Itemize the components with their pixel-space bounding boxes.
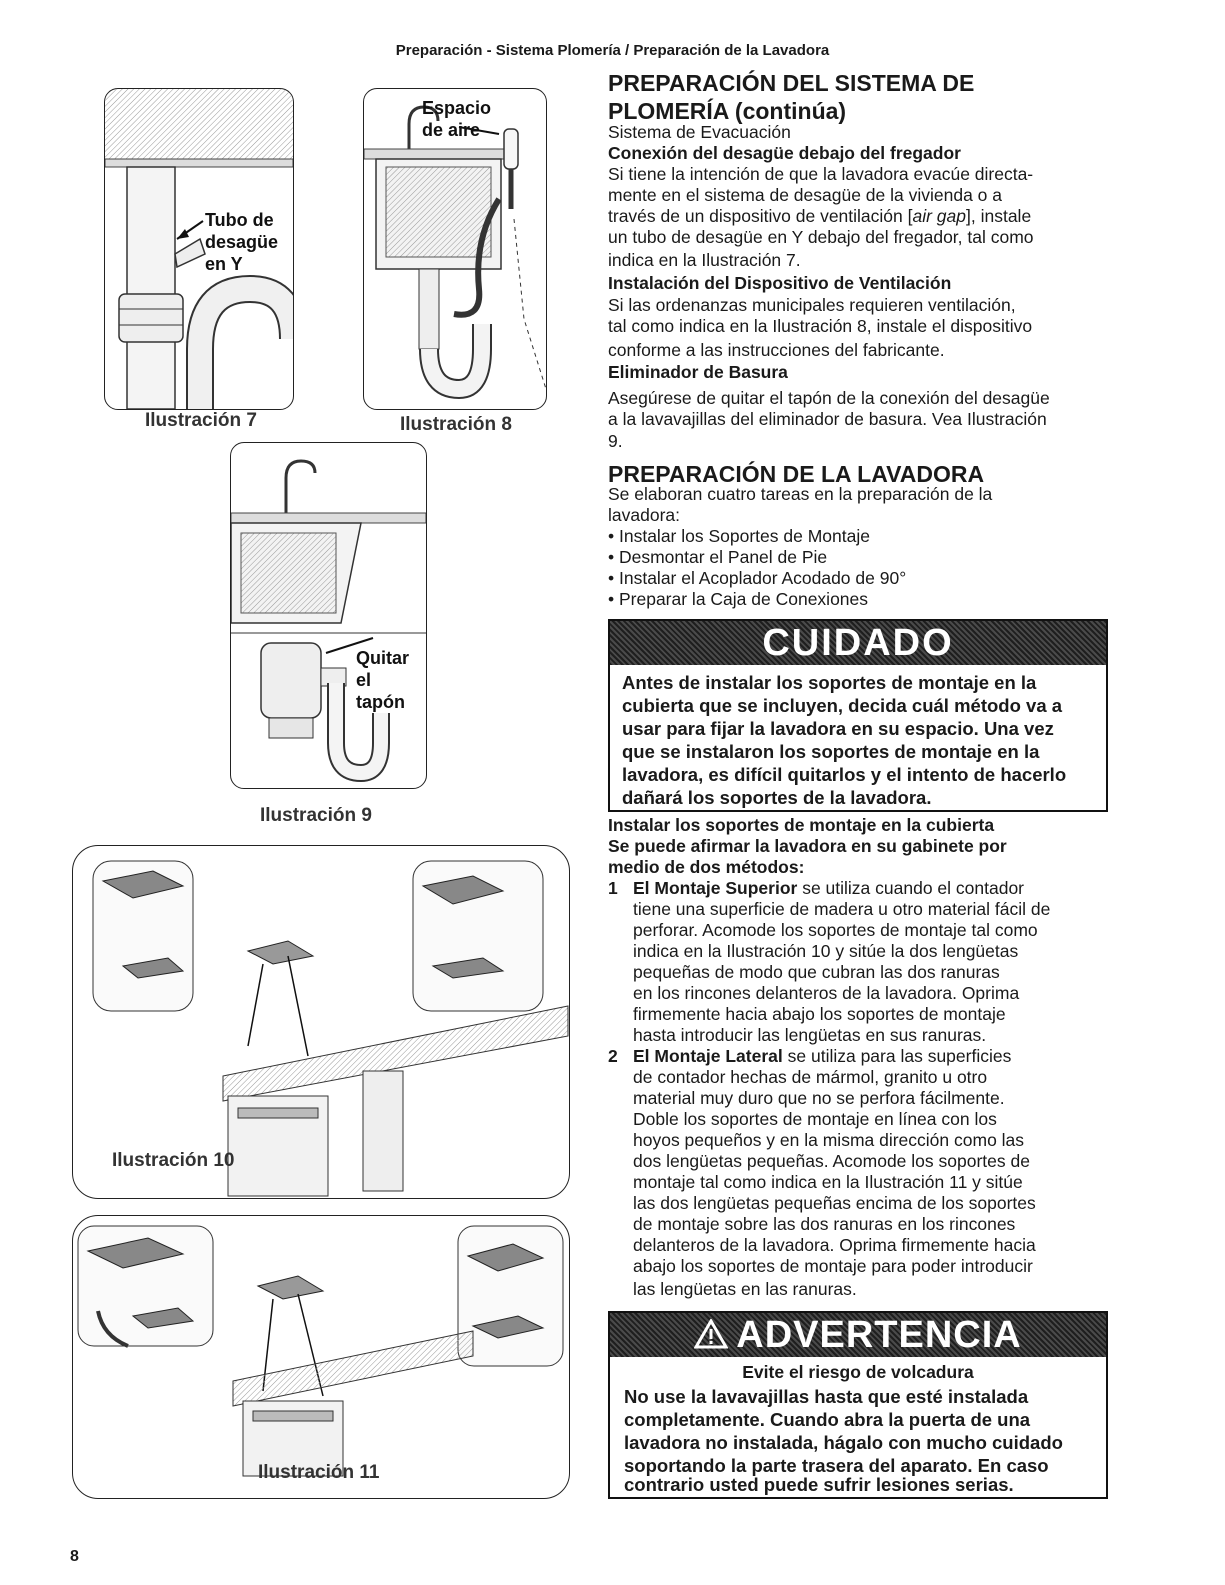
figure-7-label: Tubo de desagüe en Y [205, 210, 279, 274]
caution-line: usar para fijar la lavadora en su espacio. Una vez [622, 718, 1054, 739]
figure-9-disposer [230, 442, 427, 789]
task-item: • Instalar el Acoplador Acodado de 90° [608, 568, 907, 588]
air-gap-term: air gap [912, 206, 966, 226]
running-head: Preparación - Sistema Plomería / Preparación de la Lavadora [395, 42, 830, 59]
item-2-line: dos lengüetas pequeñas. Acomode los soportes de [633, 1151, 1030, 1171]
item-1-line: tiene una superficie de madera u otro material fácil de [633, 899, 1051, 919]
figure-9-label: Quitar el tapón [356, 648, 410, 712]
disposer-heading: Eliminador de Basura [608, 362, 788, 382]
figure-10-drawing [73, 846, 569, 1198]
caution-box [608, 619, 1108, 812]
figure-11-side-mount [72, 1215, 570, 1499]
sink-text-part: través de un dispositivo de ventilación [ [608, 206, 913, 226]
figure-8-label: Espacio de aire [422, 98, 492, 140]
mounting-subheading: Se puede afirmar la lavadora en su gabinete por [608, 836, 1007, 856]
mounting-subheading: medio de dos métodos: [608, 857, 805, 877]
item-1-line: hasta introducir las lengüetas en sus ranuras. [633, 1025, 987, 1045]
sink-drain-heading: Conexión del desagüe debajo del fregador [608, 143, 961, 163]
item-2-line: material muy duro que no se perfora fácilmente. [633, 1088, 1005, 1108]
item-1-number: 1 [608, 878, 618, 898]
warning-line: soportando la parte trasera del aparato. En caso [624, 1455, 1049, 1476]
item-1-first-line [633, 878, 1024, 900]
item-1-text: se utiliza cuando el contador [797, 878, 1024, 898]
figure-8-air-gap [363, 88, 547, 410]
item-2-line: abajo los soportes de montaje para poder introducir [633, 1256, 1033, 1276]
item-2-text: se utiliza para las superficies [782, 1046, 1012, 1066]
page-number: 8 [70, 1548, 79, 1565]
warning-box [608, 1311, 1108, 1499]
figure-8-caption: Ilustración 8 [400, 414, 512, 435]
caution-line: dañará los soportes de la lavadora. [622, 787, 932, 808]
figure-11-caption: Ilustración 11 [258, 1462, 380, 1483]
item-2-line: las dos lengüetas pequeñas encima de los soportes [633, 1193, 1036, 1213]
caution-line: Antes de instalar los soportes de montaje en la [622, 672, 1037, 693]
item-2-number: 2 [608, 1046, 618, 1066]
item-1-line: perforar. Acomode los soportes de montaje tal como [633, 920, 1038, 940]
washer-prep-intro: Se elaboran cuatro tareas en la preparación de la [608, 484, 993, 504]
disposer-text-line: a la lavavajillas del eliminador de basura. Vea Ilustración [608, 409, 1047, 429]
disposer-text-line: Asegúrese de quitar el tapón de la conexión del desagüe [608, 388, 1050, 408]
item-2-line: de montaje sobre las dos ranuras en los rincones [633, 1214, 1016, 1234]
caution-line: lavadora, es difícil quitarlos y el intento de hacerlo [622, 764, 1067, 785]
sink-text-line: Si tiene la intención de que la lavadora evacúe directa- [608, 164, 1034, 184]
mounting-heading: Instalar los soportes de montaje en la cubierta [608, 815, 995, 835]
figure-10-caption: Ilustración 10 [112, 1150, 235, 1171]
warning-line: No use la lavavajillas hasta que esté instalada [624, 1386, 1029, 1407]
plumbing-subtitle: Sistema de Evacuación [608, 122, 791, 142]
vent-text-line: conforme a las instrucciones del fabricante. [608, 340, 945, 360]
caution-line: cubierta que se incluyen, decida cuál método va a [622, 695, 1063, 716]
sink-text-line [608, 206, 1031, 228]
plumbing-title-line2: PLOMERÍA (continúa) [608, 98, 847, 124]
item-2-first-line [633, 1046, 1011, 1068]
task-item: • Instalar los Soportes de Montaje [608, 526, 870, 546]
warning-line: lavadora no instalada, hágalo con mucho cuidado [624, 1432, 1063, 1453]
figure-10-top-mount [72, 845, 570, 1199]
caution-line: que se instalaron los soportes de montaje en la [622, 741, 1040, 762]
warning-triangle-icon [694, 1315, 728, 1359]
task-item: • Preparar la Caja de Conexiones [608, 589, 869, 609]
figure-11-drawing [73, 1216, 569, 1498]
item-1-line: firmemente hacia abajo los soportes de montaje [633, 1004, 1006, 1024]
sink-text-line: indica en la Ilustración 7. [608, 250, 801, 270]
task-item: • Desmontar el Panel de Pie [608, 547, 828, 567]
warning-banner-text: ADVERTENCIA [736, 1314, 1022, 1356]
item-2-line: hoyos pequeños y en la misma dirección como las [633, 1130, 1025, 1150]
vent-text-line: Si las ordenanzas municipales requieren ventilación, [608, 295, 1016, 315]
sink-text-part: ], instale [966, 206, 1032, 226]
item-2-line: las lengüetas en las ranuras. [633, 1279, 857, 1299]
figure-9-caption: Ilustración 9 [260, 805, 372, 826]
caution-banner: CUIDADO [610, 621, 1106, 665]
item-2-line: delanteros de la lavadora. Oprima firmemente hacia [633, 1235, 1036, 1255]
item-1-line: en los rincones delanteros de la lavadora. Oprima [633, 983, 1020, 1003]
sink-text-line: mente en el sistema de desagüe de la vivienda o a [608, 185, 1003, 205]
item-2-line: Doble los soportes de montaje en línea con los [633, 1109, 997, 1129]
warning-banner [610, 1313, 1106, 1357]
item-1-line: pequeñas de modo que cubran las dos ranuras [633, 962, 1000, 982]
warning-subtitle: Evite el riesgo de volcadura [742, 1362, 974, 1382]
item-2-line: montaje tal como indica en la Ilustración 11 y sitúe [633, 1172, 1023, 1192]
figure-7-caption: Ilustración 7 [145, 410, 257, 431]
washer-prep-intro: lavadora: [608, 505, 680, 525]
sink-text-line: un tubo de desagüe en Y debajo del fregador, tal como [608, 227, 1034, 247]
warning-line: contrario usted puede sufrir lesiones serias. [624, 1474, 1014, 1495]
item-1-title: El Montaje Superior [633, 878, 798, 898]
warning-line: completamente. Cuando abra la puerta de una [624, 1409, 1031, 1430]
item-2-line: de contador hechas de mármol, granito u otro [633, 1067, 988, 1087]
item-2-title: El Montaje Lateral [633, 1046, 783, 1066]
item-1-line: indica en la Ilustración 10 y sitúe la dos lengüetas [633, 941, 1019, 961]
disposer-text-line: 9. [608, 431, 623, 451]
figure-7-drain-y [104, 88, 294, 410]
vent-text-line: tal como indica en la Ilustración 8, instale el dispositivo [608, 316, 1033, 336]
washer-prep-title: PREPARACIÓN DE LA LAVADORA [608, 461, 985, 487]
figure-9-drawing [231, 443, 426, 788]
vent-heading: Instalación del Dispositivo de Ventilación [608, 273, 952, 293]
plumbing-title-line1: PREPARACIÓN DEL SISTEMA DE [608, 70, 975, 96]
